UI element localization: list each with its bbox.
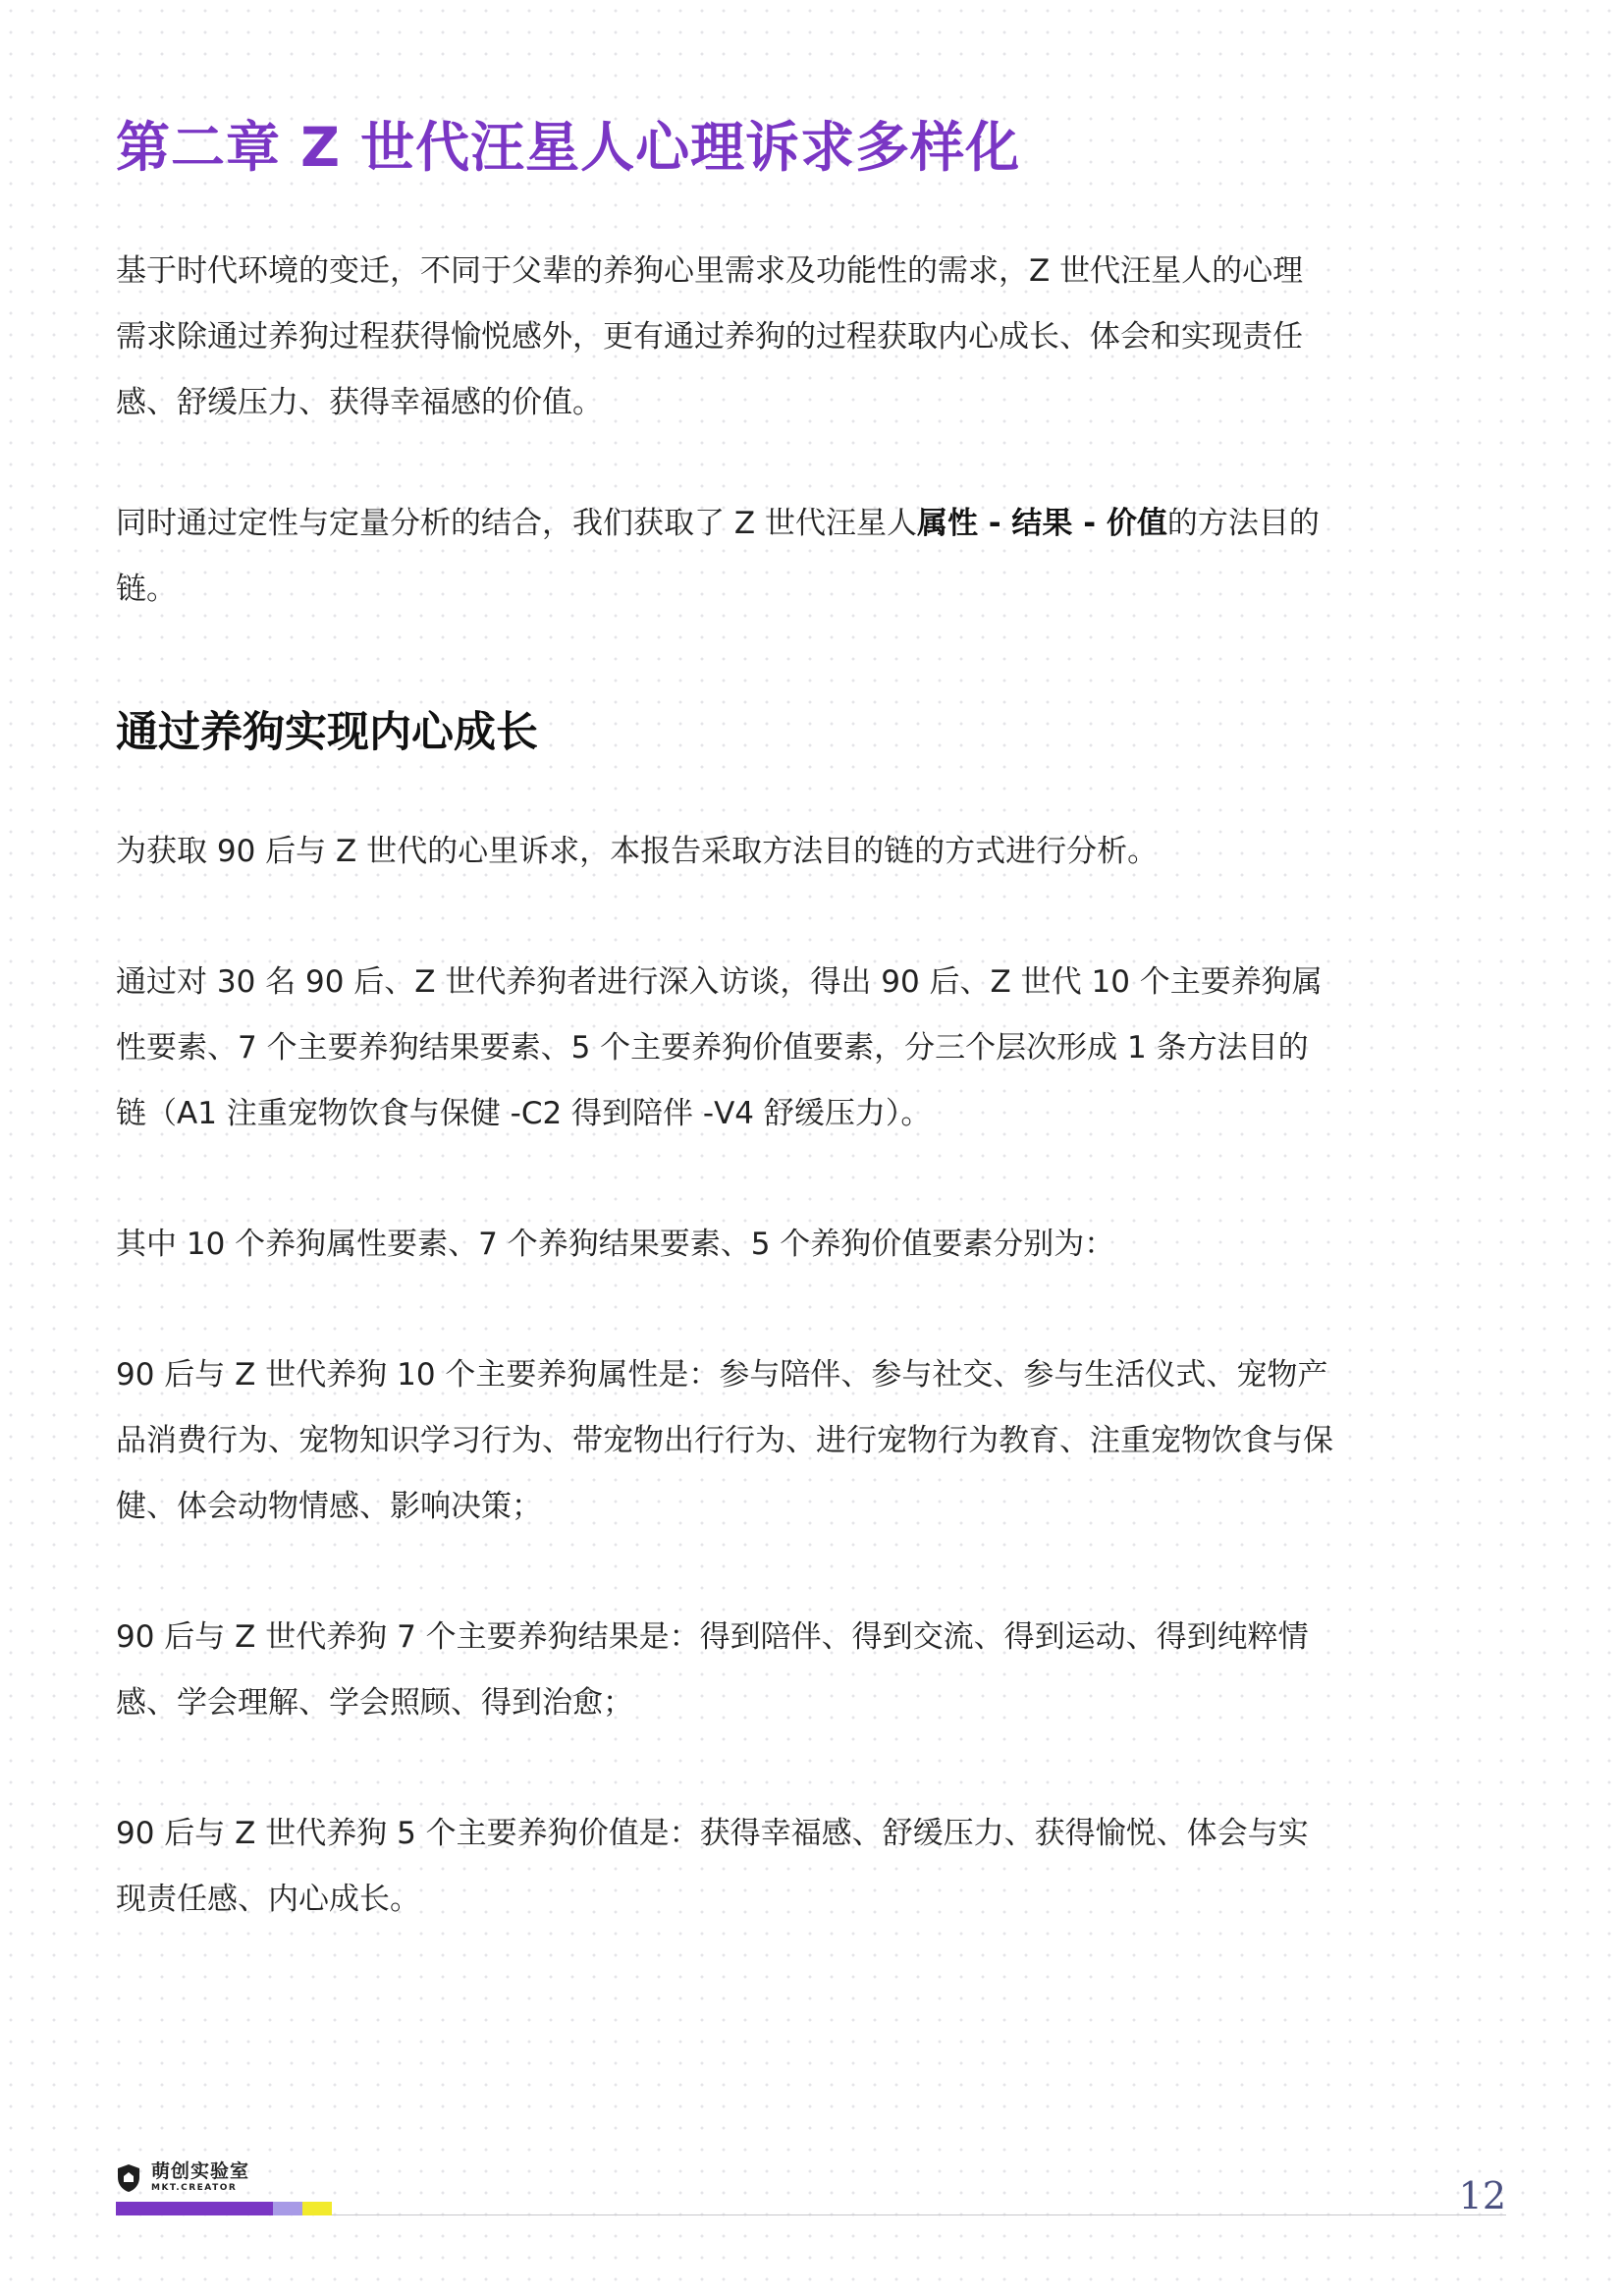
section-title: 通过养狗实现内心成长 bbox=[116, 708, 538, 757]
brand-logo bbox=[116, 2162, 249, 2193]
logo-name: 萌创实验室 bbox=[151, 2160, 250, 2182]
page-number: 12 bbox=[1458, 2174, 1506, 2217]
body-paragraph-3: 其中 10 个养狗属性要素、7 个养狗结果要素、5 个养狗价值要素分别为： bbox=[116, 1227, 1115, 1262]
footer-divider bbox=[332, 2214, 1506, 2215]
footer-bar-lavender bbox=[273, 2202, 302, 2215]
shield-logo-icon bbox=[116, 2163, 141, 2193]
body-paragraph-1: 为获取 90 后与 Z 世代的心里诉求，本报告采取方法目的链的方式进行分析。 bbox=[116, 834, 1159, 869]
body-paragraph-values: 90 后与 Z 世代养狗 5 个主要养狗价值是：获得幸福感、舒缓压力、获得愉悦、体会与实现责任感、内心成长。 bbox=[116, 1816, 1309, 1917]
body-paragraph-attributes: 90 后与 Z 世代养狗 10 个主要养狗属性是：参与陪伴、参与社交、参与生活仪式、宠物产品消费行为、宠物知识学习行为、带宠物出行行为、进行宠物行为教育、注重宠物饮食与保健、体会动物情感、影响决策； bbox=[116, 1357, 1333, 1524]
footer-bar-purple bbox=[116, 2202, 273, 2215]
logo-subtitle: MKT.CREATOR bbox=[151, 2183, 238, 2193]
footer-bar-yellow bbox=[302, 2202, 332, 2215]
logo-text bbox=[151, 2162, 249, 2193]
chapter-title: 第二章 Z 世代汪星人心理诉求多样化 bbox=[116, 116, 1021, 179]
page-footer bbox=[0, 2141, 1622, 2259]
body-paragraph-consequences: 90 后与 Z 世代养狗 7 个主要养狗结果是：得到陪伴、得到交流、得到运动、得到纯粹情感、学会理解、学会照顾、得到治愈； bbox=[116, 1619, 1309, 1721]
body-paragraph-2: 通过对 30 名 90 后、Z 世代养狗者进行深入访谈，得出 90 后、Z 世代 10 个主要养狗属性要素、7 个主要养狗结果要素、5 个主要养狗价值要素，分三个层次形成 1 条方法目的链（A1 注重宠物饮食与保健 -C2 得到陪伴 -V4 舒缓压力）。 bbox=[116, 964, 1323, 1131]
attribute-consequence-value-emphasis: 属性 - 结果 - 价值 bbox=[916, 506, 1167, 541]
intro-paragraph-2 bbox=[116, 491, 1333, 623]
intro-paragraph-2-tail: 的方法目的链。 bbox=[116, 506, 1320, 607]
intro-paragraph-1: 基于时代环境的变迁，不同于父辈的养狗心里需求及功能性的需求，Z 世代汪星人的心理需求除通过养狗过程获得愉悦感外，更有通过养狗的过程获取内心成长、体会和实现责任感、舒缓压力、获得幸福感的价值。 bbox=[116, 253, 1304, 420]
intro-paragraph-2-text: 同时通过定性与定量分析的结合，我们获取了 Z 世代汪星人 bbox=[116, 506, 917, 541]
